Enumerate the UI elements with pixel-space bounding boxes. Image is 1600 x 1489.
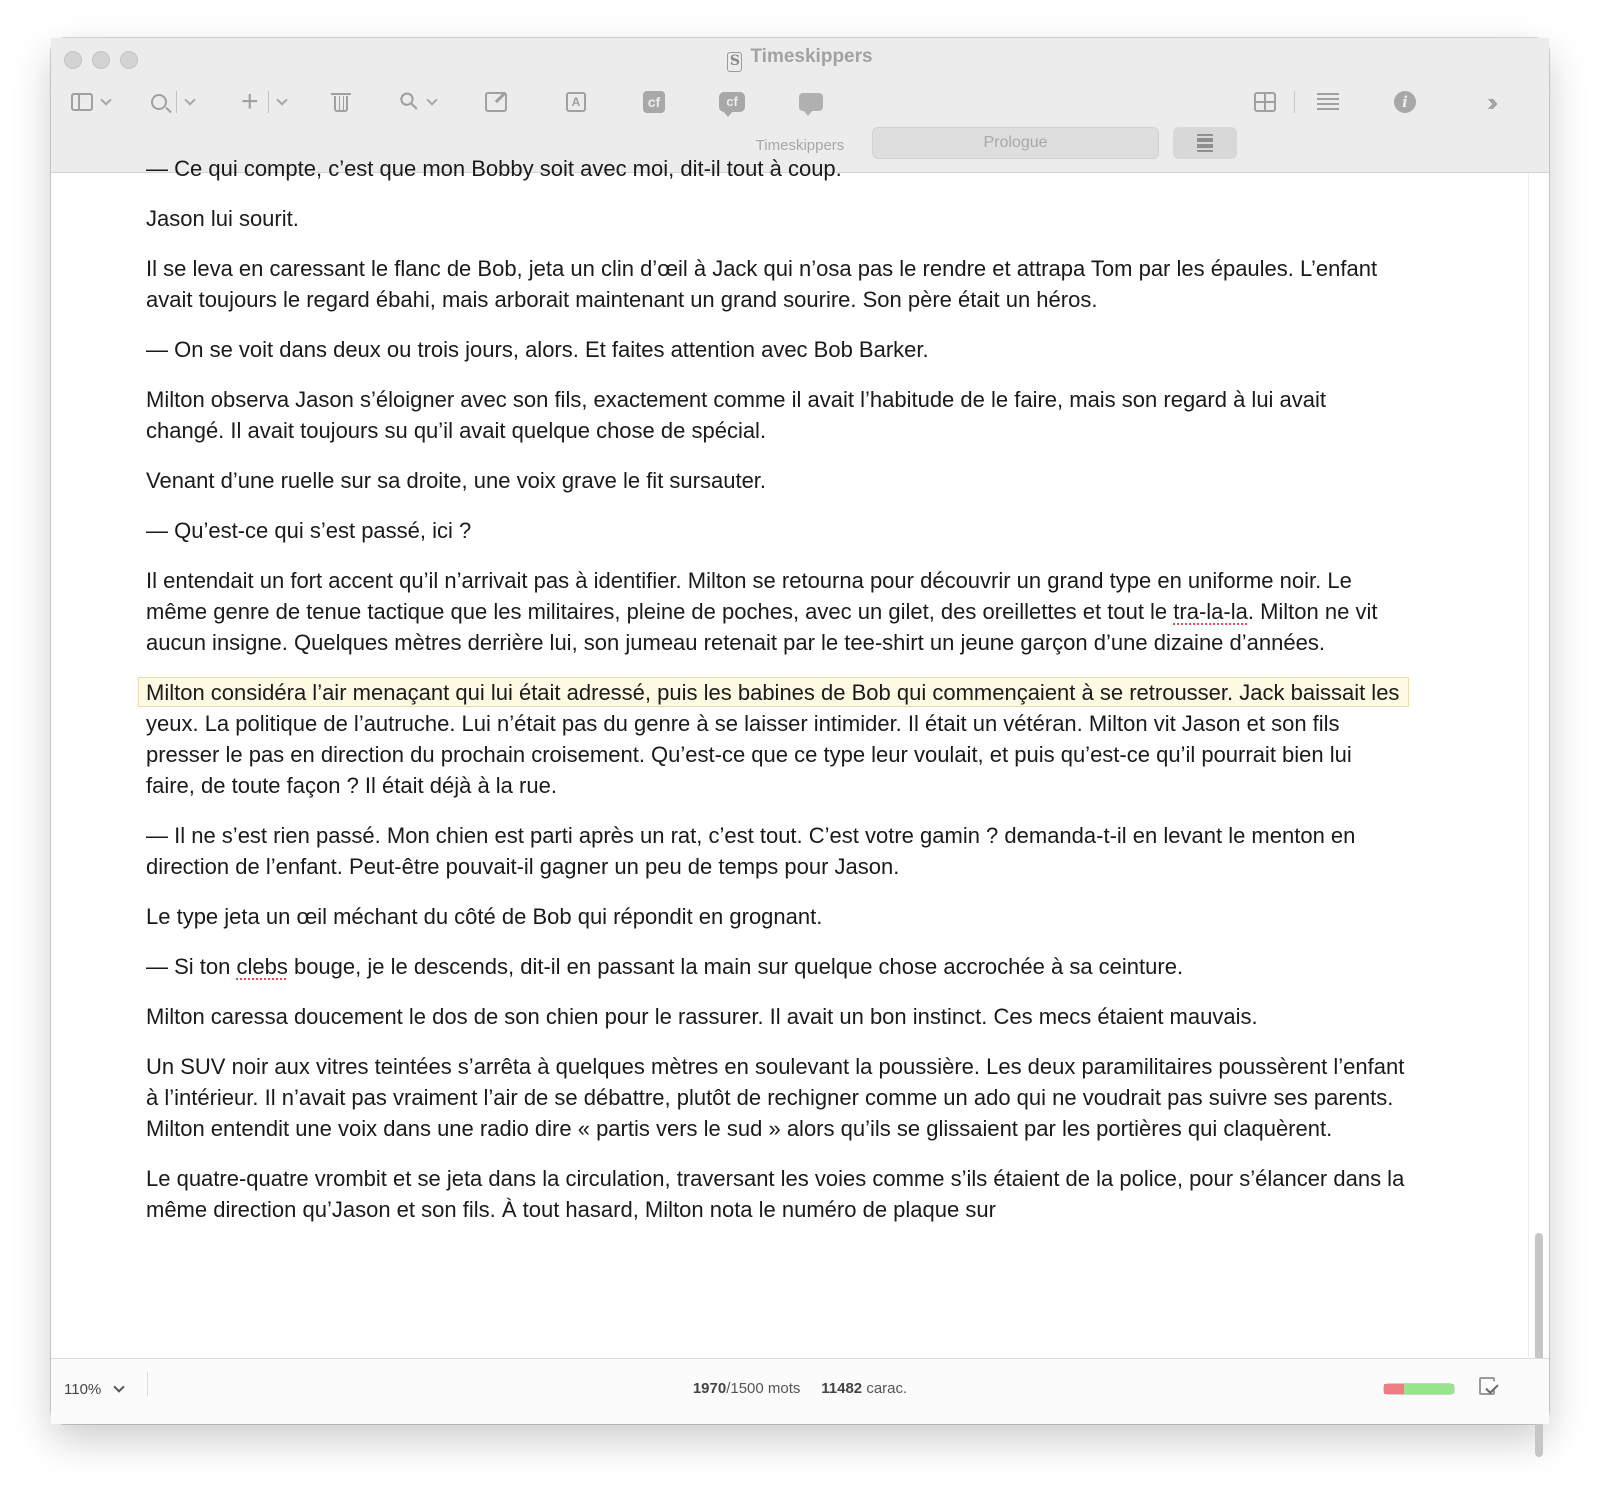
- character-label: carac.: [866, 1380, 908, 1397]
- search-button[interactable]: [151, 82, 194, 122]
- info-icon: i: [1394, 91, 1416, 113]
- paragraph[interactable]: — Qu’est-ce qui s’est passé, ici ?: [146, 518, 472, 543]
- add-button[interactable]: [241, 82, 286, 122]
- scrollbar-track[interactable]: [1528, 173, 1549, 1357]
- character-count: 11482: [821, 1380, 863, 1397]
- search-icon: [151, 94, 167, 110]
- scrivener-document-icon: S: [727, 52, 742, 72]
- footnote-button[interactable]: [643, 82, 665, 122]
- chevron-down-icon: [184, 94, 195, 105]
- paragraph[interactable]: Un SUV noir aux vitres teintées s’arrêta à quelques mètres en soulevant la poussière. Les deux paramilitaires poussèrent l’enfant à l’intérieur. Il n’avait pas vraiment l’air de se débattre, plutôt de rechigner comme un ado qui ne voudrait pas suivre ses parents. Milton entendit une voix dans une radio dire « partis vers le sud » alors qu’ils se glissaient par les portières qui claquèrent.: [146, 1054, 1405, 1141]
- document-header-title: Timeskippers: [755, 137, 845, 154]
- attachment-button[interactable]: [393, 82, 436, 122]
- paragraph[interactable]: [146, 951, 1406, 982]
- paragraph[interactable]: [146, 565, 1406, 658]
- paragraph[interactable]: Venant d’une ruelle sur sa droite, une voix grave le fit sursauter.: [146, 468, 767, 493]
- target-progress-bar[interactable]: [1383, 1383, 1455, 1395]
- paragraph[interactable]: Il se leva en caressant le flanc de Bob, jeta un clin d’œil à Jack qui n’osa pas le rendre et attrapa Tom par les épaules. L’enfant avait toujours le regard ébahi, mais arborait maintenant un grand sourire. Son père était un héros.: [146, 256, 1378, 312]
- document-title-field[interactable]: Prologue: [872, 127, 1159, 159]
- trash-icon: [333, 92, 349, 112]
- toolbar-overflow-button[interactable]: [1487, 82, 1492, 122]
- corkboard-icon: [1254, 92, 1276, 112]
- target-progress-remaining: [1404, 1384, 1454, 1394]
- misspelled-word[interactable]: tra-la-la: [1173, 599, 1248, 624]
- app-window: [51, 38, 1549, 1424]
- inline-footnote-icon: cf: [719, 92, 745, 112]
- paragraph-text: — Si ton: [146, 954, 237, 979]
- paragraph[interactable]: Milton observa Jason s’éloigner avec son fils, exactement comme il avait l’habitude de le faire, mais son regard à lui avait changé. Il avait toujours su qu’il avait quelque chose de spécial.: [146, 387, 1327, 443]
- chevron-down-icon: [276, 94, 287, 105]
- footer-bar: [51, 1358, 1549, 1424]
- paragraph-text: . Milton ne vit aucun insigne. Quelques mètres derrière lui, son jumeau retenait par le tee-shirt un jeune garçon d’une dizaine d’années.: [146, 599, 1378, 655]
- misspelled-word[interactable]: clebs: [236, 954, 288, 979]
- comment-button[interactable]: [799, 82, 823, 122]
- binder-toggle-button[interactable]: [71, 82, 110, 122]
- target-progress-fill: [1384, 1384, 1404, 1394]
- paragraph-text: bouge, je le descends, dit-il en passant la main sur quelque chose accrochée à sa ceinture.: [287, 954, 1184, 979]
- paragraph[interactable]: — Ce qui compte, c’est que mon Bobby soit avec moi, dit-il tout à coup.: [146, 156, 842, 181]
- text-style-icon: A: [566, 92, 586, 112]
- outline-button[interactable]: [1317, 82, 1339, 122]
- chevron-down-icon: [426, 94, 437, 105]
- chevron-down-icon: [100, 94, 111, 105]
- corkboard-button[interactable]: [1254, 82, 1276, 122]
- sidebar-icon: [71, 93, 93, 111]
- add-icon: +: [241, 85, 259, 118]
- paragraph[interactable]: Milton caressa doucement le dos de son chien pour le rassurer. Il avait un bon instinct. Ces mecs étaient mauvais.: [146, 1004, 1258, 1029]
- comment-icon: [799, 93, 823, 111]
- paragraph-text: Il entendait un fort accent qu’il n’arrivait pas à identifier. Milton se retourna pour découvrir un grand type en uniforme noir. Le même genre de tenue tactique que les militaires, pleine de poches, avec un gilet, des oreillettes et tout le: [146, 568, 1352, 624]
- paragraph[interactable]: — On se voit dans deux ou trois jours, alors. Et faites attention avec Bob Barker.: [146, 337, 929, 362]
- more-icon: ››: [1487, 87, 1493, 117]
- comment-footnote-icon: cf: [643, 91, 665, 113]
- document-stats: [51, 1380, 1549, 1397]
- window-title: S Timeskippers: [51, 46, 1549, 72]
- paragraph[interactable]: Milton considéra l’air menaçant qui lui était adressé, puis les babines de Bob qui commençaient à se retrousser. Jack baissait les yeux. La politique de l’autruche. Lui n’était pas du genre à se laisser intimider. Il était un vétéran. Milton vit Jason et son fils presser le pas en direction du prochain croisement. Qu’est-ce que ce type leur voulait, et puis qu’est-ce qu’il pourrait bien lui faire, de toute façon ? Il était déjà à la rue.: [146, 677, 1406, 801]
- word-target: /1500 mots: [726, 1380, 801, 1397]
- paragraph[interactable]: Jason lui sourit.: [146, 206, 299, 231]
- inspector-button[interactable]: [1394, 82, 1416, 122]
- outline-icon: [1317, 93, 1339, 111]
- paragraph[interactable]: — Il ne s’est rien passé. Mon chien est parti après un rat, c’est tout. C’est votre gamin ? demanda-t-il en levant le menton en direction de l’enfant. Peut-être pouvait-il gagner un peu de temps pour Jason.: [146, 823, 1356, 879]
- trash-button[interactable]: [333, 82, 349, 122]
- attachment-icon: ⚲: [393, 85, 426, 118]
- paragraph[interactable]: Le quatre-quatre vrombit et se jeta dans la circulation, traversant les voies comme s’ils étaient de la police, pour s’élancer dans la même direction qu’Jason et son fils. À tout hasard, Milton nota le numéro de plaque sur: [146, 1166, 1405, 1222]
- paragraph[interactable]: Le type jeta un œil méchant du côté de Bob qui répondit en grognant.: [146, 904, 823, 929]
- inline-footnote-button[interactable]: [719, 82, 745, 122]
- revision-check-icon[interactable]: [1479, 1377, 1495, 1395]
- editor-area[interactable]: [51, 156, 1549, 1357]
- text-style-button[interactable]: [566, 82, 586, 122]
- edit-button[interactable]: [485, 82, 507, 122]
- zoom-select[interactable]: 110%: [64, 1381, 123, 1398]
- editor-text[interactable]: [146, 153, 1406, 1244]
- word-count: 1970: [692, 1380, 727, 1397]
- edit-icon: [485, 92, 507, 112]
